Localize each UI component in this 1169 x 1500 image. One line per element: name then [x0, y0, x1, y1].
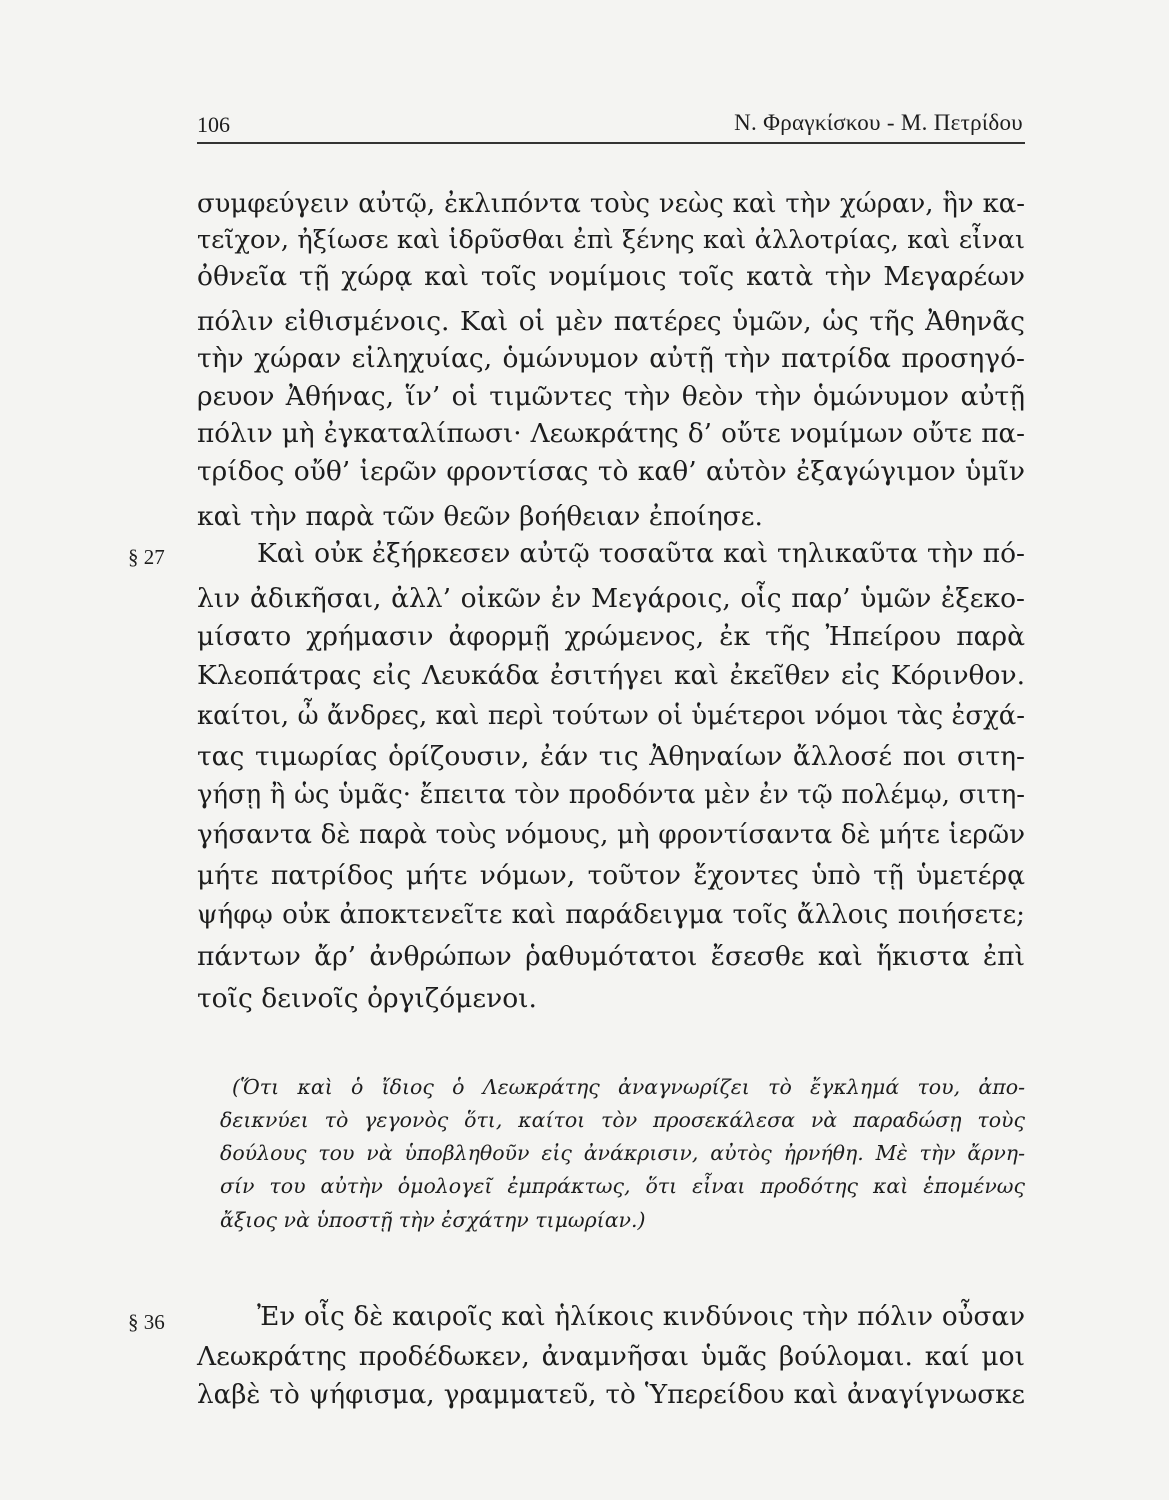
text-line: τὴν χώραν εἰληχυίας, ὁμώνυμον αὐτῇ τὴν πατρίδα προσηγό- [197, 343, 1025, 374]
text-line: ψήφῳ οὐκ ἀποκτενεῖτε καὶ παράδειγμα τοῖς ἄλλοις ποιήσετε; [197, 900, 1025, 930]
note-line: ἄξιος νὰ ὑποστῇ τὴν ἐσχάτην τιμωρίαν.) [220, 1208, 646, 1232]
note-line: σίν του αὐτὴν ὁμολογεῖ ἐμπράκτως, ὅτι εἶναι προδότης καὶ ἑπομένως [220, 1174, 1025, 1198]
text-line: συμφεύγειν αὐτῷ, ἐκλιπόντα τοὺς νεὼς καὶ τὴν χώραν, ἣν κα- [197, 189, 1025, 219]
note-line: (Ὅτι καὶ ὁ ἴδιος ὁ Λεωκράτης ἀναγνωρίζει τὸ ἔγκλημά του, ἀπο- [232, 1075, 1025, 1099]
text-line: μίσατο χρήμασιν ἀφορμῇ χρώμενος, ἐκ τῆς Ἠπείρου παρὰ [197, 621, 1025, 652]
running-head: Ν. Φραγκίσκου - Μ. Πετρίδου [734, 110, 1023, 135]
page-number: 106 [197, 112, 230, 137]
text-line: ρευον Ἀθήνας, ἵν’ οἱ τιμῶντες τὴν θεὸν τὴν ὁμώνυμον αὐτῇ [197, 381, 1025, 412]
text-line: τοῖς δεινοῖς ὀργιζόμενοι. [197, 983, 537, 1014]
text-line: μήτε πατρίδος μήτε νόμων, τοῦτον ἔχοντες ὑπὸ τῇ ὑμετέρᾳ [197, 860, 1025, 891]
text-line: καίτοι, ὦ ἄνδρες, καὶ περὶ τούτων οἱ ὑμέτεροι νόμοι τὰς ἐσχά- [197, 701, 1025, 731]
section-marker-36: § 36 [128, 1310, 165, 1334]
page-header [197, 108, 1025, 144]
text-line: γήσῃ ἢ ὡς ὑμᾶς· ἔπειτα τὸν προδόντα μὲν ἐν τῷ πολέμῳ, σιτη- [197, 780, 1025, 810]
section-marker-27: § 27 [128, 545, 165, 569]
text-line: καὶ τὴν παρὰ τῶν θεῶν βοήθειαν ἐποίησε. [197, 501, 763, 532]
text-line: Κλεοπάτρας εἰς Λευκάδα ἐσιτήγει καὶ ἐκεῖθεν εἰς Κόρινθον. [197, 660, 1025, 691]
text-line: λαβὲ τὸ ψήφισμα, γραμματεῦ, τὸ Ὑπερείδου καὶ ἀναγίγνωσκε [197, 1380, 1025, 1410]
text-line: Καὶ οὐκ ἐξήρκεσεν αὐτῷ τοσαῦτα καὶ τηλικαῦτα τὴν πό- [257, 538, 1025, 569]
text-line: πάντων ἄρ’ ἀνθρώπων ῥαθυμότατοι ἔσεσθε καὶ ἥκιστα ἐπὶ [197, 941, 1025, 972]
text-line: γήσαντα δὲ παρὰ τοὺς νόμους, μὴ φροντίσαντα δὲ μήτε ἱερῶν [197, 820, 1025, 850]
text-line: τεῖχον, ἠξίωσε καὶ ἱδρῦσθαι ἐπὶ ξένης καὶ ἀλλοτρίας, καὶ εἶναι [197, 225, 1025, 255]
text-line: ὀθνεῖα τῇ χώρᾳ καὶ τοῖς νομίμοις τοῖς κατὰ τὴν Μεγαρέων [197, 261, 1025, 292]
text-line: τας τιμωρίας ὁρίζουσιν, ἐάν τις Ἀθηναίων ἄλλοσέ ποι σιτη- [197, 741, 1025, 772]
note-line: δούλους του νὰ ὑποβληθοῦν εἰς ἀνάκρισιν, αὐτὸς ἠρνήθη. Μὲ τὴν ἄρνη- [220, 1141, 1025, 1165]
text-line: Λεωκράτης προδέδωκεν, ἀναμνῆσαι ὑμᾶς βούλομαι. καί μοι [197, 1341, 1025, 1372]
text-line: τρίδος οὔθ’ ἱερῶν φροντίσας τὸ καθ’ αὑτὸν ἐξαγώγιμον ὑμῖν [197, 456, 1025, 487]
text-line: πόλιν εἰθισμένοις. Καὶ οἱ μὲν πατέρες ὑμῶν, ὡς τῆς Ἀθηνᾶς [197, 306, 1025, 337]
text-line: λιν ἀδικῆσαι, ἀλλ’ οἰκῶν ἐν Μεγάροις, οἷς παρ’ ὑμῶν ἐξεκο- [197, 583, 1025, 614]
text-line: Ἐν οἷς δὲ καιροῖς καὶ ἡλίκοις κινδύνοις τὴν πόλιν οὖσαν [257, 1302, 1025, 1332]
note-line: δεικνύει τὸ γεγονὸς ὅτι, καίτοι τὸν προσεκάλεσα νὰ παραδώσῃ τοὺς [220, 1108, 1025, 1132]
text-line: πόλιν μὴ ἐγκαταλίπωσι· Λεωκράτης δ’ οὔτε νομίμων οὔτε πα- [197, 419, 1025, 449]
